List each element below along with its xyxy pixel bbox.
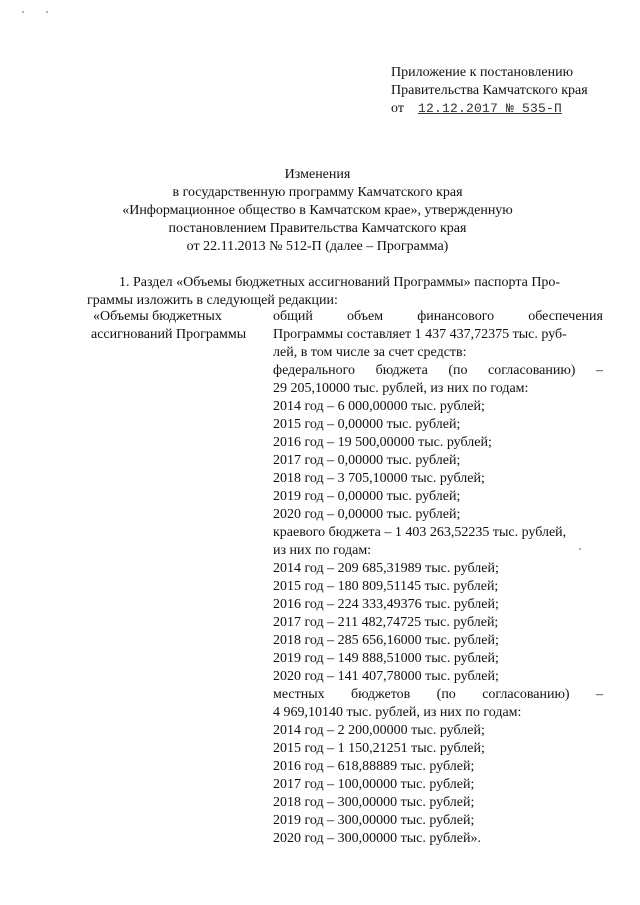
table-right-cell (273, 308, 603, 848)
word: обеспечения (528, 309, 603, 324)
word: (по (436, 687, 456, 702)
local-year-line: 2018 год – 300,00000 тыс. рублей; (273, 795, 475, 810)
federal-year-line: 2018 год – 3 705,10000 тыс. рублей; (273, 471, 485, 486)
right-cell-line: 29 205,10000 тыс. рублей, из них по годам: (273, 381, 529, 396)
regional-year-line: 2015 год – 180 809,51145 тыс. рублей; (273, 579, 499, 594)
document-title (90, 166, 545, 256)
title-line: постановлением Правительства Камчатского края (168, 221, 467, 236)
header-line: Правительства Камчатского края (391, 83, 588, 98)
word: общий (273, 309, 313, 324)
justified-line (273, 362, 603, 380)
appendix-header (391, 64, 631, 118)
intro-paragraph (87, 274, 602, 310)
federal-year-line: 2015 год – 0,00000 тыс. рублей; (273, 417, 461, 432)
word: (по (448, 363, 468, 378)
local-year-line: 2020 год – 300,00000 тыс. рублей». (273, 831, 481, 846)
intro-line: 1. Раздел «Объемы бюджетных ассигнований Программы» паспорта Про- (119, 275, 561, 290)
local-year-line: 2019 год – 300,00000 тыс. рублей; (273, 813, 475, 828)
header-date-line (391, 100, 631, 118)
word: объем (347, 309, 384, 324)
word: согласованию) (488, 363, 576, 378)
title-line: «Информационное общество в Камчатском крае», утвержденную (122, 203, 513, 218)
local-budget-line: 4 969,10140 тыс. рублей, из них по годам: (273, 705, 522, 720)
left-cell-line: «Объемы бюджетных (93, 309, 222, 324)
federal-year-line: 2014 год – 6 000,00000 тыс. рублей; (273, 399, 485, 414)
intro-line: граммы изложить в следующей редакции: (87, 293, 338, 308)
word: федерального (273, 363, 356, 378)
date-prefix: от (391, 101, 404, 116)
regional-budget-line: краевого бюджета – 1 403 263,52235 тыс. рублей, (273, 525, 567, 540)
justified-line (273, 686, 603, 704)
date-stamp: 12.12.2017 № 535-П (417, 101, 562, 116)
scan-speck (46, 11, 48, 13)
right-cell-line: лей, в том числе за счет средств: (273, 345, 467, 360)
regional-year-line: 2014 год – 209 685,31989 тыс. рублей; (273, 561, 499, 576)
word: согласованию) (482, 687, 570, 702)
regional-year-line: 2020 год – 141 407,78000 тыс. рублей; (273, 669, 499, 684)
local-year-line: 2015 год – 1 150,21251 тыс. рублей; (273, 741, 485, 756)
word: финансового (417, 309, 495, 324)
word: – (595, 687, 603, 702)
word: бюджета (375, 363, 428, 378)
title-line: в государственную программу Камчатского края (172, 185, 463, 200)
local-year-line: 2016 год – 618,88889 тыс. рублей; (273, 759, 475, 774)
title-line: Изменения (284, 167, 351, 182)
regional-year-line: 2018 год – 285 656,16000 тыс. рублей; (273, 633, 499, 648)
justified-line (273, 308, 603, 326)
federal-year-line: 2020 год – 0,00000 тыс. рублей; (273, 507, 461, 522)
left-cell-line: ассигнований Программы (91, 327, 247, 342)
scan-speck (22, 11, 24, 13)
regional-year-line: 2017 год – 211 482,74725 тыс. рублей; (273, 615, 499, 630)
local-year-line: 2014 год – 2 200,00000 тыс. рублей; (273, 723, 485, 738)
right-cell-line: Программы составляет 1 437 437,72375 тыс. руб- (273, 327, 567, 342)
regional-year-line: 2016 год – 224 333,49376 тыс. рублей; (273, 597, 499, 612)
federal-year-line: 2017 год – 0,00000 тыс. рублей; (273, 453, 461, 468)
word: местных (273, 687, 325, 702)
local-year-line: 2017 год – 100,00000 тыс. рублей; (273, 777, 475, 792)
regional-budget-line: из них по годам: (273, 543, 372, 558)
word: – (595, 363, 603, 378)
header-line: Приложение к постановлению (391, 65, 574, 80)
table-left-cell (87, 308, 267, 344)
regional-year-line: 2019 год – 149 888,51000 тыс. рублей; (273, 651, 499, 666)
word: бюджетов (351, 687, 411, 702)
federal-year-line: 2016 год – 19 500,00000 тыс. рублей; (273, 435, 492, 450)
federal-year-line: 2019 год – 0,00000 тыс. рублей; (273, 489, 461, 504)
title-line: от 22.11.2013 № 512-П (далее – Программа) (186, 239, 449, 254)
